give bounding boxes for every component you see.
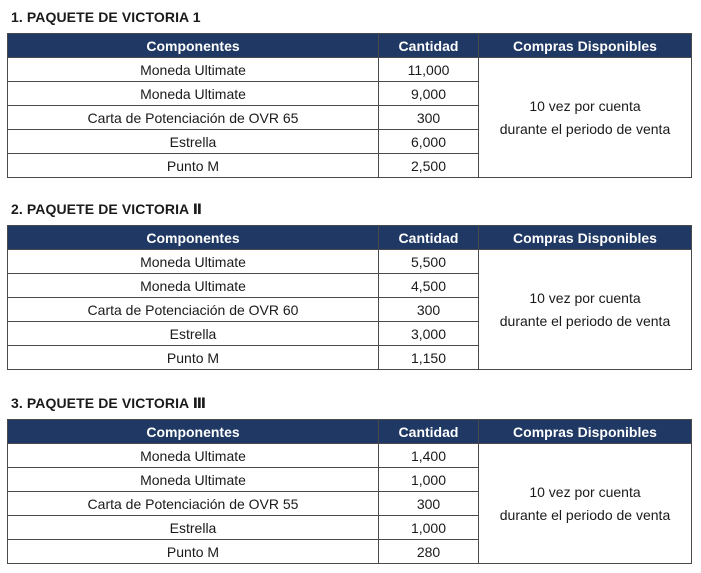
table-header-row bbox=[8, 226, 692, 250]
cell-componente: Estrella bbox=[8, 322, 379, 346]
header-cantidad: Cantidad bbox=[379, 226, 479, 250]
cell-compras-disponibles bbox=[479, 250, 692, 370]
header-componentes: Componentes bbox=[8, 226, 379, 250]
cell-cantidad: 300 bbox=[379, 492, 479, 516]
cell-cantidad: 5,500 bbox=[379, 250, 479, 274]
cell-componente: Estrella bbox=[8, 130, 379, 154]
cell-componente: Moneda Ultimate bbox=[8, 444, 379, 468]
cell-componente: Carta de Potenciación de OVR 65 bbox=[8, 106, 379, 130]
cell-componente: Moneda Ultimate bbox=[8, 58, 379, 82]
header-cantidad: Cantidad bbox=[379, 34, 479, 58]
cell-componente: Punto M bbox=[8, 154, 379, 178]
table-header-row bbox=[8, 34, 692, 58]
header-compras-disponibles: Compras Disponibles bbox=[479, 34, 692, 58]
header-componentes: Componentes bbox=[8, 34, 379, 58]
package-title: 2. PAQUETE DE VICTORIA Ⅱ bbox=[11, 201, 203, 217]
table-row bbox=[8, 250, 692, 274]
cell-cantidad: 1,000 bbox=[379, 516, 479, 540]
cell-componente: Carta de Potenciación de OVR 60 bbox=[8, 298, 379, 322]
availability-line-1: 10 vez por cuenta bbox=[529, 97, 641, 114]
header-componentes: Componentes bbox=[8, 420, 379, 444]
cell-cantidad: 2,500 bbox=[379, 154, 479, 178]
cell-cantidad: 300 bbox=[379, 298, 479, 322]
table-row bbox=[8, 444, 692, 468]
cell-cantidad: 9,000 bbox=[379, 82, 479, 106]
cell-cantidad: 11,000 bbox=[379, 58, 479, 82]
package-table bbox=[7, 419, 692, 564]
cell-cantidad: 6,000 bbox=[379, 130, 479, 154]
package-title: 1. PAQUETE DE VICTORIA 1 bbox=[11, 9, 201, 25]
cell-componente: Moneda Ultimate bbox=[8, 82, 379, 106]
availability-line-2: durante el periodo de venta bbox=[499, 312, 671, 329]
availability-line-2: durante el periodo de venta bbox=[499, 120, 671, 137]
cell-cantidad: 1,000 bbox=[379, 468, 479, 492]
package-table bbox=[7, 225, 692, 370]
cell-compras-disponibles bbox=[479, 444, 692, 564]
cell-componente: Moneda Ultimate bbox=[8, 468, 379, 492]
availability-line-2: durante el periodo de venta bbox=[499, 506, 671, 523]
header-cantidad: Cantidad bbox=[379, 420, 479, 444]
cell-cantidad: 1,400 bbox=[379, 444, 479, 468]
cell-componente: Estrella bbox=[8, 516, 379, 540]
table-row bbox=[8, 58, 692, 82]
cell-componente: Punto M bbox=[8, 346, 379, 370]
cell-cantidad: 3,000 bbox=[379, 322, 479, 346]
cell-cantidad: 300 bbox=[379, 106, 479, 130]
header-compras-disponibles: Compras Disponibles bbox=[479, 226, 692, 250]
header-compras-disponibles: Compras Disponibles bbox=[479, 420, 692, 444]
cell-cantidad: 1,150 bbox=[379, 346, 479, 370]
table-header-row bbox=[8, 420, 692, 444]
availability-line-1: 10 vez por cuenta bbox=[529, 289, 641, 306]
cell-componente: Carta de Potenciación de OVR 55 bbox=[8, 492, 379, 516]
cell-componente: Moneda Ultimate bbox=[8, 250, 379, 274]
cell-cantidad: 280 bbox=[379, 540, 479, 564]
package-table bbox=[7, 33, 692, 178]
availability-line-1: 10 vez por cuenta bbox=[529, 483, 641, 500]
package-title: 3. PAQUETE DE VICTORIA Ⅲ bbox=[11, 395, 207, 411]
cell-compras-disponibles bbox=[479, 58, 692, 178]
cell-cantidad: 4,500 bbox=[379, 274, 479, 298]
cell-componente: Moneda Ultimate bbox=[8, 274, 379, 298]
cell-componente: Punto M bbox=[8, 540, 379, 564]
